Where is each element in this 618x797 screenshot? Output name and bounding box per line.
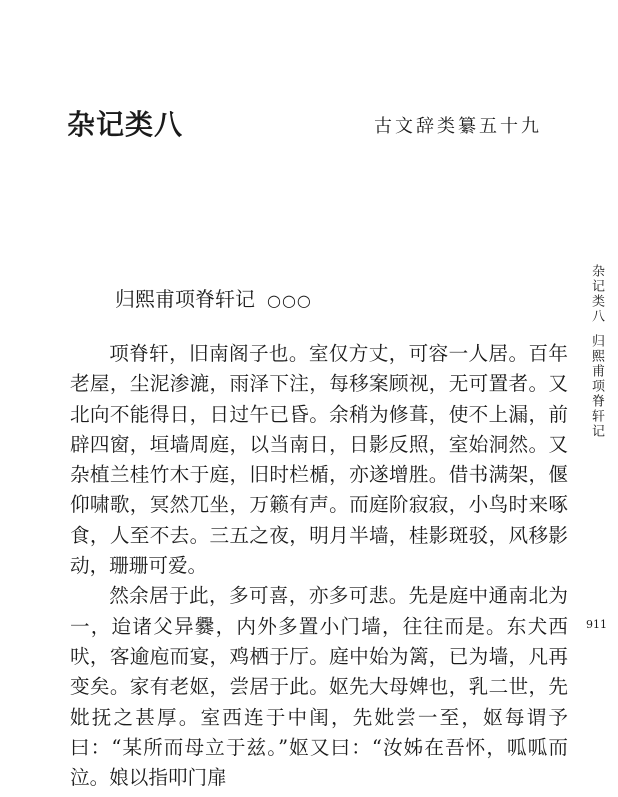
- chapter-title: 杂记类八: [67, 108, 184, 141]
- running-head-section: 杂记类八: [589, 264, 604, 324]
- heading-emphasis-marks: ○○○: [267, 291, 312, 310]
- paragraph-1: 项脊轩，旧南阁子也。室仅方丈，可容一人居。百年老屋，尘泥渗漉，雨泽下注，每移案顾视，无可置者。又北向不能得日，日过午已昏。余稍为修葺，使不上漏，前辟四窗，垣墙周庭，以当南日，日影反照，室始洞然。又杂植兰桂竹木于庭，旧时栏楯，亦遂增胜。借书满架，偃仰啸歌，冥然兀坐，万籁有声。而庭阶寂寂，小鸟时来啄食，人至不去。三五之夜，明月半墙，桂影斑驳，风移影动，珊珊可爱。: [70, 342, 568, 578]
- article-body: [70, 339, 568, 793]
- page-number: 911: [586, 618, 607, 631]
- running-head-title: 归熙甫项脊轩记: [589, 334, 604, 439]
- article-heading: [115, 284, 312, 316]
- article-title: 归熙甫项脊轩记: [115, 287, 255, 311]
- side-running-head: [584, 264, 608, 439]
- paragraph-2: 然余居于此，多可喜，亦多可悲。先是庭中通南北为一，迨诸父异爨，内外多置小门墙，往往而是。东犬西吠，客逾庖而宴，鸡栖于厅。庭中始为篱，已为墙，凡再变矣。家有老妪，尝居于此。妪先大母婢也，乳二世，先妣抚之甚厚。室西连于中闺，先妣尝一至，妪每谓予曰：“某所而母立于兹。”妪又曰：“汝姊在吾怀，呱呱而泣。娘以指叩门扉: [70, 584, 568, 790]
- collection-title: 古文辞类纂五十九: [374, 116, 542, 137]
